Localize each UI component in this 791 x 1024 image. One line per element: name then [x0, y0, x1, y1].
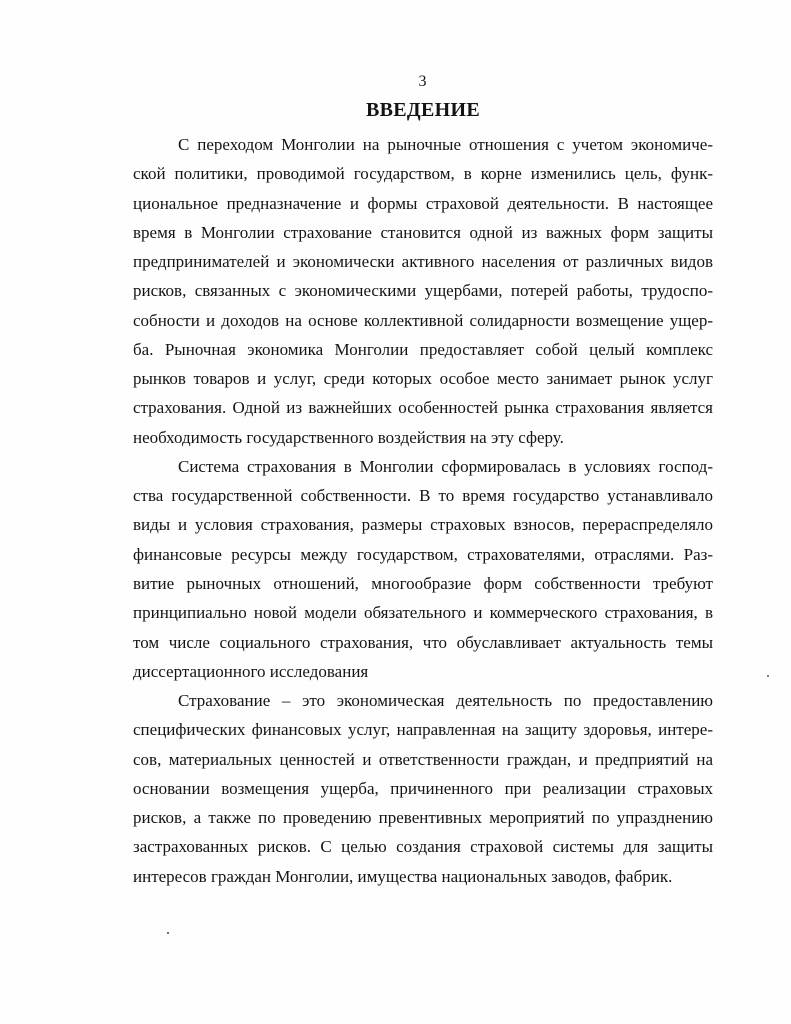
text-line: Страхование – это экономическая деятельность по предоставлению: [178, 691, 713, 711]
text-line: необходимость государственного воздействия на эту сферу.: [133, 427, 564, 447]
text-line: рынков товаров и услуг, среди которых особое место занимает рынок услуг: [133, 369, 713, 389]
paragraph-2: [133, 452, 713, 686]
text-line: застрахованных рисков. С целью создания страховой системы для защиты: [133, 837, 713, 857]
text-line: интересов граждан Монголии, имущества национальных заводов, фабрик.: [133, 866, 673, 886]
text-line: ба. Рыночная экономика Монголии предоставляет собой целый комплекс: [133, 339, 713, 359]
text-line: диссертационного исследования: [133, 661, 369, 681]
text-line: рисков, а также по проведению превентивных мероприятий по упразднению: [133, 808, 713, 828]
scan-speck: [167, 932, 169, 934]
text-line: циональное предназначение и формы страховой деятельности. В настоящее: [133, 193, 713, 213]
text-line: специфических финансовых услуг, направленная на защиту здоровья, интере-: [133, 720, 713, 740]
text-line: время в Монголии страхование становится одной из важных форм защиты: [133, 222, 713, 242]
text-line: основании возмещения ущерба, причиненного при реализации страховых: [133, 778, 713, 798]
text-line: С переходом Монголии на рыночные отношения с учетом экономиче-: [178, 135, 713, 154]
paragraph-3: [133, 686, 713, 891]
body-text: [133, 130, 713, 891]
text-line: финансовые ресурсы между государством, страхователями, отраслями. Раз-: [133, 544, 713, 564]
text-line: рисков, связанных с экономическими ущербами, потерей работы, трудоспо-: [133, 281, 713, 301]
paragraph-1: [133, 130, 713, 452]
text-line: витие рыночных отношений, многообразие форм собственности требуют: [133, 573, 713, 593]
text-line: ской политики, проводимой государством, в корне изменились цель, функ-: [133, 164, 713, 184]
text-line: страхования. Одной из важнейших особенностей рынка страхования является: [133, 398, 713, 418]
text-line: собности и доходов на основе коллективной солидарности возмещение ущер-: [133, 310, 713, 330]
scan-speck: [767, 675, 769, 677]
text-line: принципиально новой модели обязательного и коммерческого страхования, в: [133, 603, 713, 623]
text-line: сов, материальных ценностей и ответственности граждан, и предприятий на: [133, 749, 713, 769]
text-line: ства государственной собственности. В то время государство устанавливало: [133, 486, 713, 506]
text-line: виды и условия страхования, размеры страховых взносов, перераспределяло: [133, 515, 713, 535]
section-title: ВВЕДЕНИЕ: [366, 99, 480, 121]
text-line: Система страхования в Монголии сформировалась в условиях господ-: [178, 456, 713, 476]
text-line: предпринимателей и экономически активного населения от различных видов: [133, 252, 713, 272]
text-line: том числе социального страхования, что обуславливает актуальность темы: [133, 632, 713, 652]
page-number: 3: [418, 73, 427, 90]
